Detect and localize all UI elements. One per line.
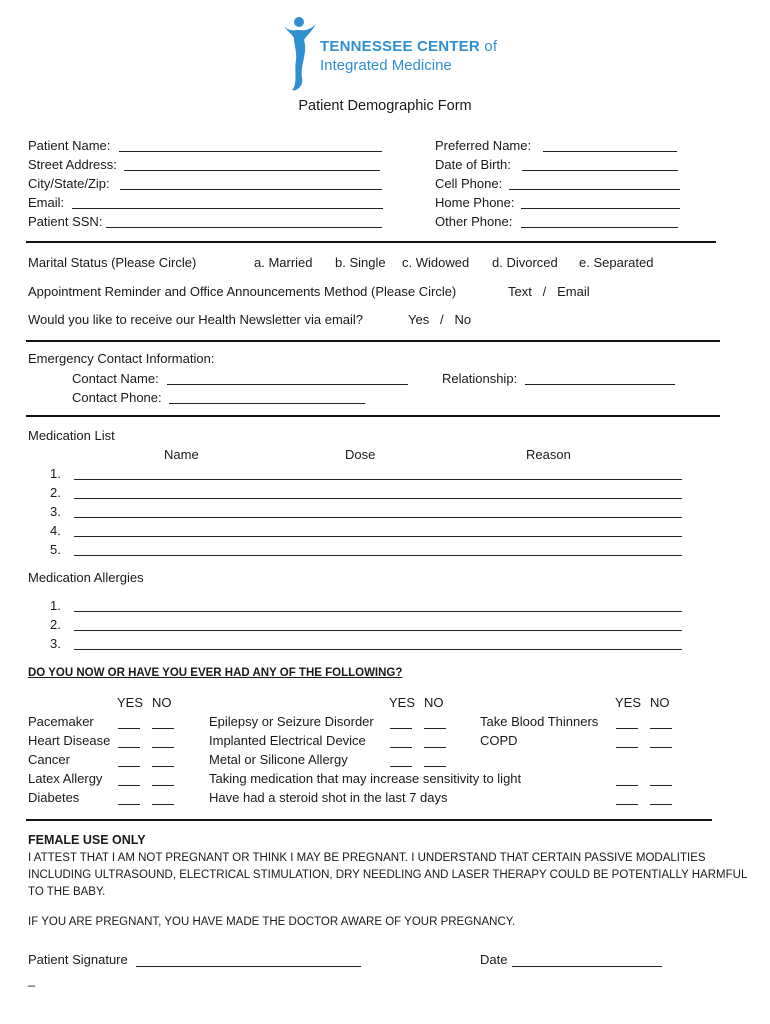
yes-blank[interactable] [616, 728, 638, 729]
patient-signature-label: Patient Signature [28, 952, 128, 967]
allergy-row-number: 1. [50, 598, 61, 613]
condition-light-sensitivity-medication: Taking medication that may increase sensitivity to light [209, 771, 522, 786]
female-use-heading: FEMALE USE ONLY [28, 833, 146, 847]
marital-option-divorced[interactable]: d. Divorced [492, 255, 558, 270]
medication-column-name: Name [164, 447, 199, 462]
email-field[interactable] [72, 208, 383, 209]
allergy-row-field[interactable] [74, 630, 682, 631]
no-blank[interactable] [152, 766, 174, 767]
medication-row-field[interactable] [74, 498, 682, 499]
marital-status-label: Marital Status (Please Circle) [28, 255, 197, 270]
condition-metal-allergy: Metal or Silicone Allergy [209, 752, 348, 767]
medication-row-number: 2. [50, 485, 61, 500]
no-blank[interactable] [650, 728, 672, 729]
pregnancy-note: IF YOU ARE PREGNANT, YOU HAVE MADE THE DOCTOR AWARE OF YOUR PREGNANCY. [28, 916, 516, 928]
marital-option-separated[interactable]: e. Separated [579, 255, 654, 270]
yes-column-header: YES [117, 695, 144, 710]
patient-name-label: Patient Name: [28, 138, 111, 153]
emergency-contact-heading: Emergency Contact Information: [28, 351, 215, 366]
no-blank[interactable] [424, 766, 446, 767]
logo-text-line2: Integrated Medicine [320, 57, 452, 74]
no-column-header: NO [650, 695, 670, 710]
contact-name-field[interactable] [167, 384, 408, 385]
no-blank[interactable] [152, 747, 174, 748]
condition-cancer: Cancer [28, 752, 70, 767]
yes-blank[interactable] [390, 728, 412, 729]
allergy-row-field[interactable] [74, 649, 682, 650]
no-blank[interactable] [650, 785, 672, 786]
medication-allergies-heading: Medication Allergies [28, 570, 144, 585]
preferred-name-field[interactable] [543, 151, 677, 152]
medication-row-field[interactable] [74, 479, 682, 480]
medication-row-field[interactable] [74, 517, 682, 518]
medication-column-dose: Dose [345, 447, 376, 462]
signature-trailing-underscore: _ [28, 972, 36, 987]
appointment-method-options[interactable]: Text / Email [508, 284, 590, 299]
section-divider [26, 415, 720, 417]
no-blank[interactable] [152, 785, 174, 786]
home-phone-field[interactable] [521, 208, 680, 209]
medication-row-field[interactable] [74, 555, 682, 556]
date-of-birth-label: Date of Birth: [435, 157, 511, 172]
allergy-row-number: 2. [50, 617, 61, 632]
condition-copd: COPD [480, 733, 518, 748]
appointment-reminder-label: Appointment Reminder and Office Announcements Method (Please Circle) [28, 284, 457, 299]
condition-blood-thinners: Take Blood Thinners [480, 714, 599, 729]
section-divider [26, 340, 720, 342]
yes-blank[interactable] [616, 747, 638, 748]
yes-blank[interactable] [118, 728, 140, 729]
street-address-field[interactable] [124, 170, 380, 171]
other-phone-label: Other Phone: [435, 214, 513, 229]
date-of-birth-field[interactable] [522, 170, 678, 171]
section-divider [26, 241, 716, 243]
no-blank[interactable] [152, 804, 174, 805]
form-title: Patient Demographic Form [298, 98, 472, 114]
logo-figure-icon [282, 14, 318, 94]
yes-blank[interactable] [616, 804, 638, 805]
yes-blank[interactable] [118, 785, 140, 786]
medication-column-reason: Reason [526, 447, 571, 462]
email-label: Email: [28, 195, 65, 210]
marital-option-single[interactable]: b. Single [335, 255, 386, 270]
yes-blank[interactable] [118, 766, 140, 767]
patient-ssn-label: Patient SSN: [28, 214, 103, 229]
city-state-zip-label: City/State/Zip: [28, 176, 110, 191]
marital-option-married[interactable]: a. Married [254, 255, 313, 270]
street-address-label: Street Address: [28, 157, 117, 172]
medication-row-number: 5. [50, 542, 61, 557]
relationship-field[interactable] [525, 384, 675, 385]
condition-steroid-shot: Have had a steroid shot in the last 7 days [209, 790, 448, 805]
contact-phone-label: Contact Phone: [72, 390, 162, 405]
yes-blank[interactable] [118, 804, 140, 805]
no-column-header: NO [152, 695, 172, 710]
other-phone-field[interactable] [521, 227, 678, 228]
no-column-header: NO [424, 695, 444, 710]
attest-text-line3: TO THE BABY. [28, 886, 106, 898]
yes-blank[interactable] [118, 747, 140, 748]
contact-name-label: Contact Name: [72, 371, 159, 386]
medication-list-heading: Medication List [28, 428, 115, 443]
condition-epilepsy: Epilepsy or Seizure Disorder [209, 714, 374, 729]
date-field[interactable] [512, 966, 662, 967]
condition-heart-disease: Heart Disease [28, 733, 111, 748]
medication-row-number: 1. [50, 466, 61, 481]
allergy-row-field[interactable] [74, 611, 682, 612]
section-divider [26, 819, 712, 821]
relationship-label: Relationship: [442, 371, 518, 386]
condition-implanted-device: Implanted Electrical Device [209, 733, 366, 748]
patient-name-field[interactable] [119, 151, 382, 152]
yes-blank[interactable] [390, 747, 412, 748]
patient-ssn-field[interactable] [106, 227, 382, 228]
medication-row-number: 4. [50, 523, 61, 538]
city-state-zip-field[interactable] [120, 189, 382, 190]
yes-column-header: YES [615, 695, 642, 710]
condition-diabetes: Diabetes [28, 790, 80, 805]
attest-text-line1: I ATTEST THAT I AM NOT PREGNANT OR THINK I MAY BE PREGNANT. I UNDERSTAND THAT CERTAIN PASSIVE MODALITIES [28, 852, 706, 864]
yes-blank[interactable] [390, 766, 412, 767]
condition-latex-allergy: Latex Allergy [28, 771, 103, 786]
cell-phone-field[interactable] [509, 189, 680, 190]
date-label: Date [480, 952, 508, 967]
no-blank[interactable] [650, 804, 672, 805]
no-blank[interactable] [424, 747, 446, 748]
patient-signature-field[interactable] [136, 966, 361, 967]
yes-blank[interactable] [616, 785, 638, 786]
logo-text-line1: TENNESSEE CENTER of [320, 38, 498, 55]
marital-option-widowed[interactable]: c. Widowed [402, 255, 470, 270]
medication-row-field[interactable] [74, 536, 682, 537]
preferred-name-label: Preferred Name: [435, 138, 532, 153]
newsletter-options[interactable]: Yes / No [408, 312, 472, 327]
medication-row-number: 3. [50, 504, 61, 519]
yes-column-header: YES [389, 695, 416, 710]
allergy-row-number: 3. [50, 636, 61, 651]
newsletter-label: Would you like to receive our Health Newsletter via email? [28, 312, 364, 327]
no-blank[interactable] [424, 728, 446, 729]
no-blank[interactable] [152, 728, 174, 729]
attest-text-line2: INCLUDING ULTRASOUND, ELECTRICAL STIMULATION, DRY NEEDLING AND LASER THERAPY COULD BE POTENTIALLY HARMFUL [28, 869, 748, 881]
cell-phone-label: Cell Phone: [435, 176, 503, 191]
history-heading: DO YOU NOW OR HAVE YOU EVER HAD ANY OF THE FOLLOWING? [28, 667, 403, 679]
home-phone-label: Home Phone: [435, 195, 515, 210]
contact-phone-field[interactable] [169, 403, 365, 404]
condition-pacemaker: Pacemaker [28, 714, 94, 729]
no-blank[interactable] [650, 747, 672, 748]
